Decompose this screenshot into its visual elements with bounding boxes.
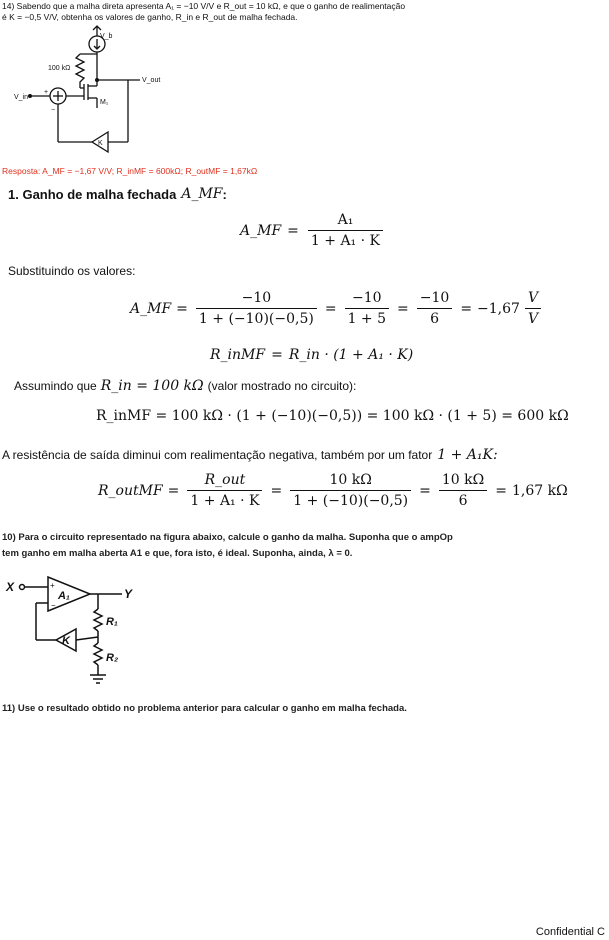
eq5-f3-den: 6 — [458, 493, 468, 509]
question-14-line2: é K = −0,5 V/V, obtenha os valores de ganho, R_in e R_out de malha fechada. — [2, 12, 298, 22]
eq2-f3-num: −10 — [417, 290, 453, 309]
question-10 — [2, 530, 453, 562]
eq5-result: 1,67 kΩ — [511, 482, 568, 499]
assumindo-post: (valor mostrado no circuito): — [207, 379, 357, 393]
m1-label: M₁ — [100, 99, 109, 106]
plus-sign: + — [44, 89, 49, 96]
eq2-f1-den: 1 + (−10)(−0,5) — [198, 311, 314, 327]
eq2-unit-den: V — [527, 311, 539, 327]
question-14 — [2, 1, 602, 23]
equation-substitution: A_MF = $\frac{-10}{1 + (-10)(-0,5)}$ = $\frac{-10}{1 + 5}$ = $\frac{-10}{6}$ = −1,67 $\frac{V}{V}$ — [130, 290, 544, 327]
eq2-f3-den: 6 — [430, 311, 439, 327]
resistencia-line — [2, 447, 498, 463]
assumindo-line — [14, 378, 356, 394]
plus-label: + — [50, 581, 55, 590]
eq5-lhs: R_outMF — [98, 482, 163, 499]
a1-label: A₁ — [58, 590, 70, 602]
resposta-line: Resposta: A_MF = −1,67 V/V; R_inMF = 600kΩ; R_outMF = 1,67kΩ — [2, 166, 258, 176]
resistencia-text: A resistência de saída diminui com realimentação negativa, também por um fator — [2, 448, 433, 462]
substituindo-text: Substituindo os valores: — [8, 264, 136, 278]
equation-closed-loop-gain: A_MF = $\frac{\text{A₁}}{\text{1 + A₁ · K}}$ — [240, 212, 386, 249]
vb-label: V_b — [100, 33, 113, 40]
question-14-line1: 14) Sabendo que a malha direta apresenta A₁ = −10 V/V e R_out = 10 kΩ, e que o ganho de realimentação — [2, 1, 406, 11]
question-10-line1: 10) Para o circuito representado na figura abaixo, calcule o ganho da malha. Suponha que o ampOp — [2, 532, 453, 543]
section-colon: : — [222, 186, 227, 202]
section-symbol: A_MF — [181, 186, 223, 202]
eq5-f1-den: 1 + A₁ · K — [190, 493, 260, 509]
section-title — [8, 186, 227, 202]
r2-label: R₂ — [106, 652, 119, 664]
minus-label: − — [51, 601, 56, 610]
equation-input-resistance: R_inMF = R_in · (1 + A₁ · K) — [210, 347, 414, 363]
k2-label: K — [62, 635, 70, 647]
vin-label: V_in — [14, 94, 29, 101]
r1-label: R₁ — [106, 616, 118, 628]
eq3-lhs: R_inMF — [210, 347, 266, 363]
eq2-lhs: A_MF — [130, 300, 172, 317]
feedback-amplifier-circuit — [0, 24, 170, 160]
assumindo-pre: Assumindo que — [14, 379, 97, 393]
minus-sign: − — [51, 107, 56, 114]
eq2-f1-num: −10 — [196, 290, 317, 309]
eq2-f2-den: 1 + 5 — [347, 311, 387, 327]
equation-output-resistance: R_outMF = $\frac{\text{R\_out}}{\text{1 + A₁ · K}}$ = $\frac{10 k\Omega}{1 + (-10)(-0,5)}$ = $\frac{10 k\Omega}{6}$ = 1,67 kΩ — [98, 472, 568, 509]
question-11: 11) Use o resultado obtido no problema anterior para calcular o ganho em malha fechada. — [2, 703, 407, 714]
eq1-num: A₁ — [308, 212, 383, 231]
eq5-f2-num: 10 kΩ — [290, 472, 411, 491]
eq5-f1-num: R_out — [187, 472, 262, 491]
eq2-result: −1,67 — [477, 300, 520, 317]
question-10-line2: tem ganho em malha aberta A1 e que, fora isto, é ideal. Suponha, ainda, λ = 0. — [2, 548, 353, 559]
eq1-den: 1 + A₁ · K — [310, 233, 380, 249]
y-label: Y — [124, 587, 133, 601]
assumindo-math: R_in = 100 kΩ — [100, 378, 204, 394]
resistor-label: 100 kΩ — [48, 65, 71, 72]
eq1-lhs: A_MF — [240, 222, 282, 239]
eq5-f2-den: 1 + (−10)(−0,5) — [293, 493, 409, 509]
equation-input-resistance-value: R_inMF = 100 kΩ · (1 + (−10)(−0,5)) = 100 kΩ · (1 + 5) = 600 kΩ — [96, 408, 569, 424]
eq2-f2-num: −10 — [345, 290, 389, 309]
confidential-label: Confidential C — [535, 926, 605, 938]
eq3-rhs: R_in · (1 + A₁ · K) — [288, 347, 414, 363]
section-title-text: 1. Ganho de malha fechada — [8, 186, 177, 202]
vout-label: V_out — [142, 77, 161, 84]
k-label: K — [98, 140, 103, 147]
resistencia-math: 1 + A₁K: — [437, 447, 498, 463]
x-label: X — [6, 580, 15, 594]
eq2-unit-num: V — [525, 290, 541, 309]
opamp-feedback-circuit — [0, 575, 160, 695]
eq5-f3-num: 10 kΩ — [439, 472, 487, 491]
